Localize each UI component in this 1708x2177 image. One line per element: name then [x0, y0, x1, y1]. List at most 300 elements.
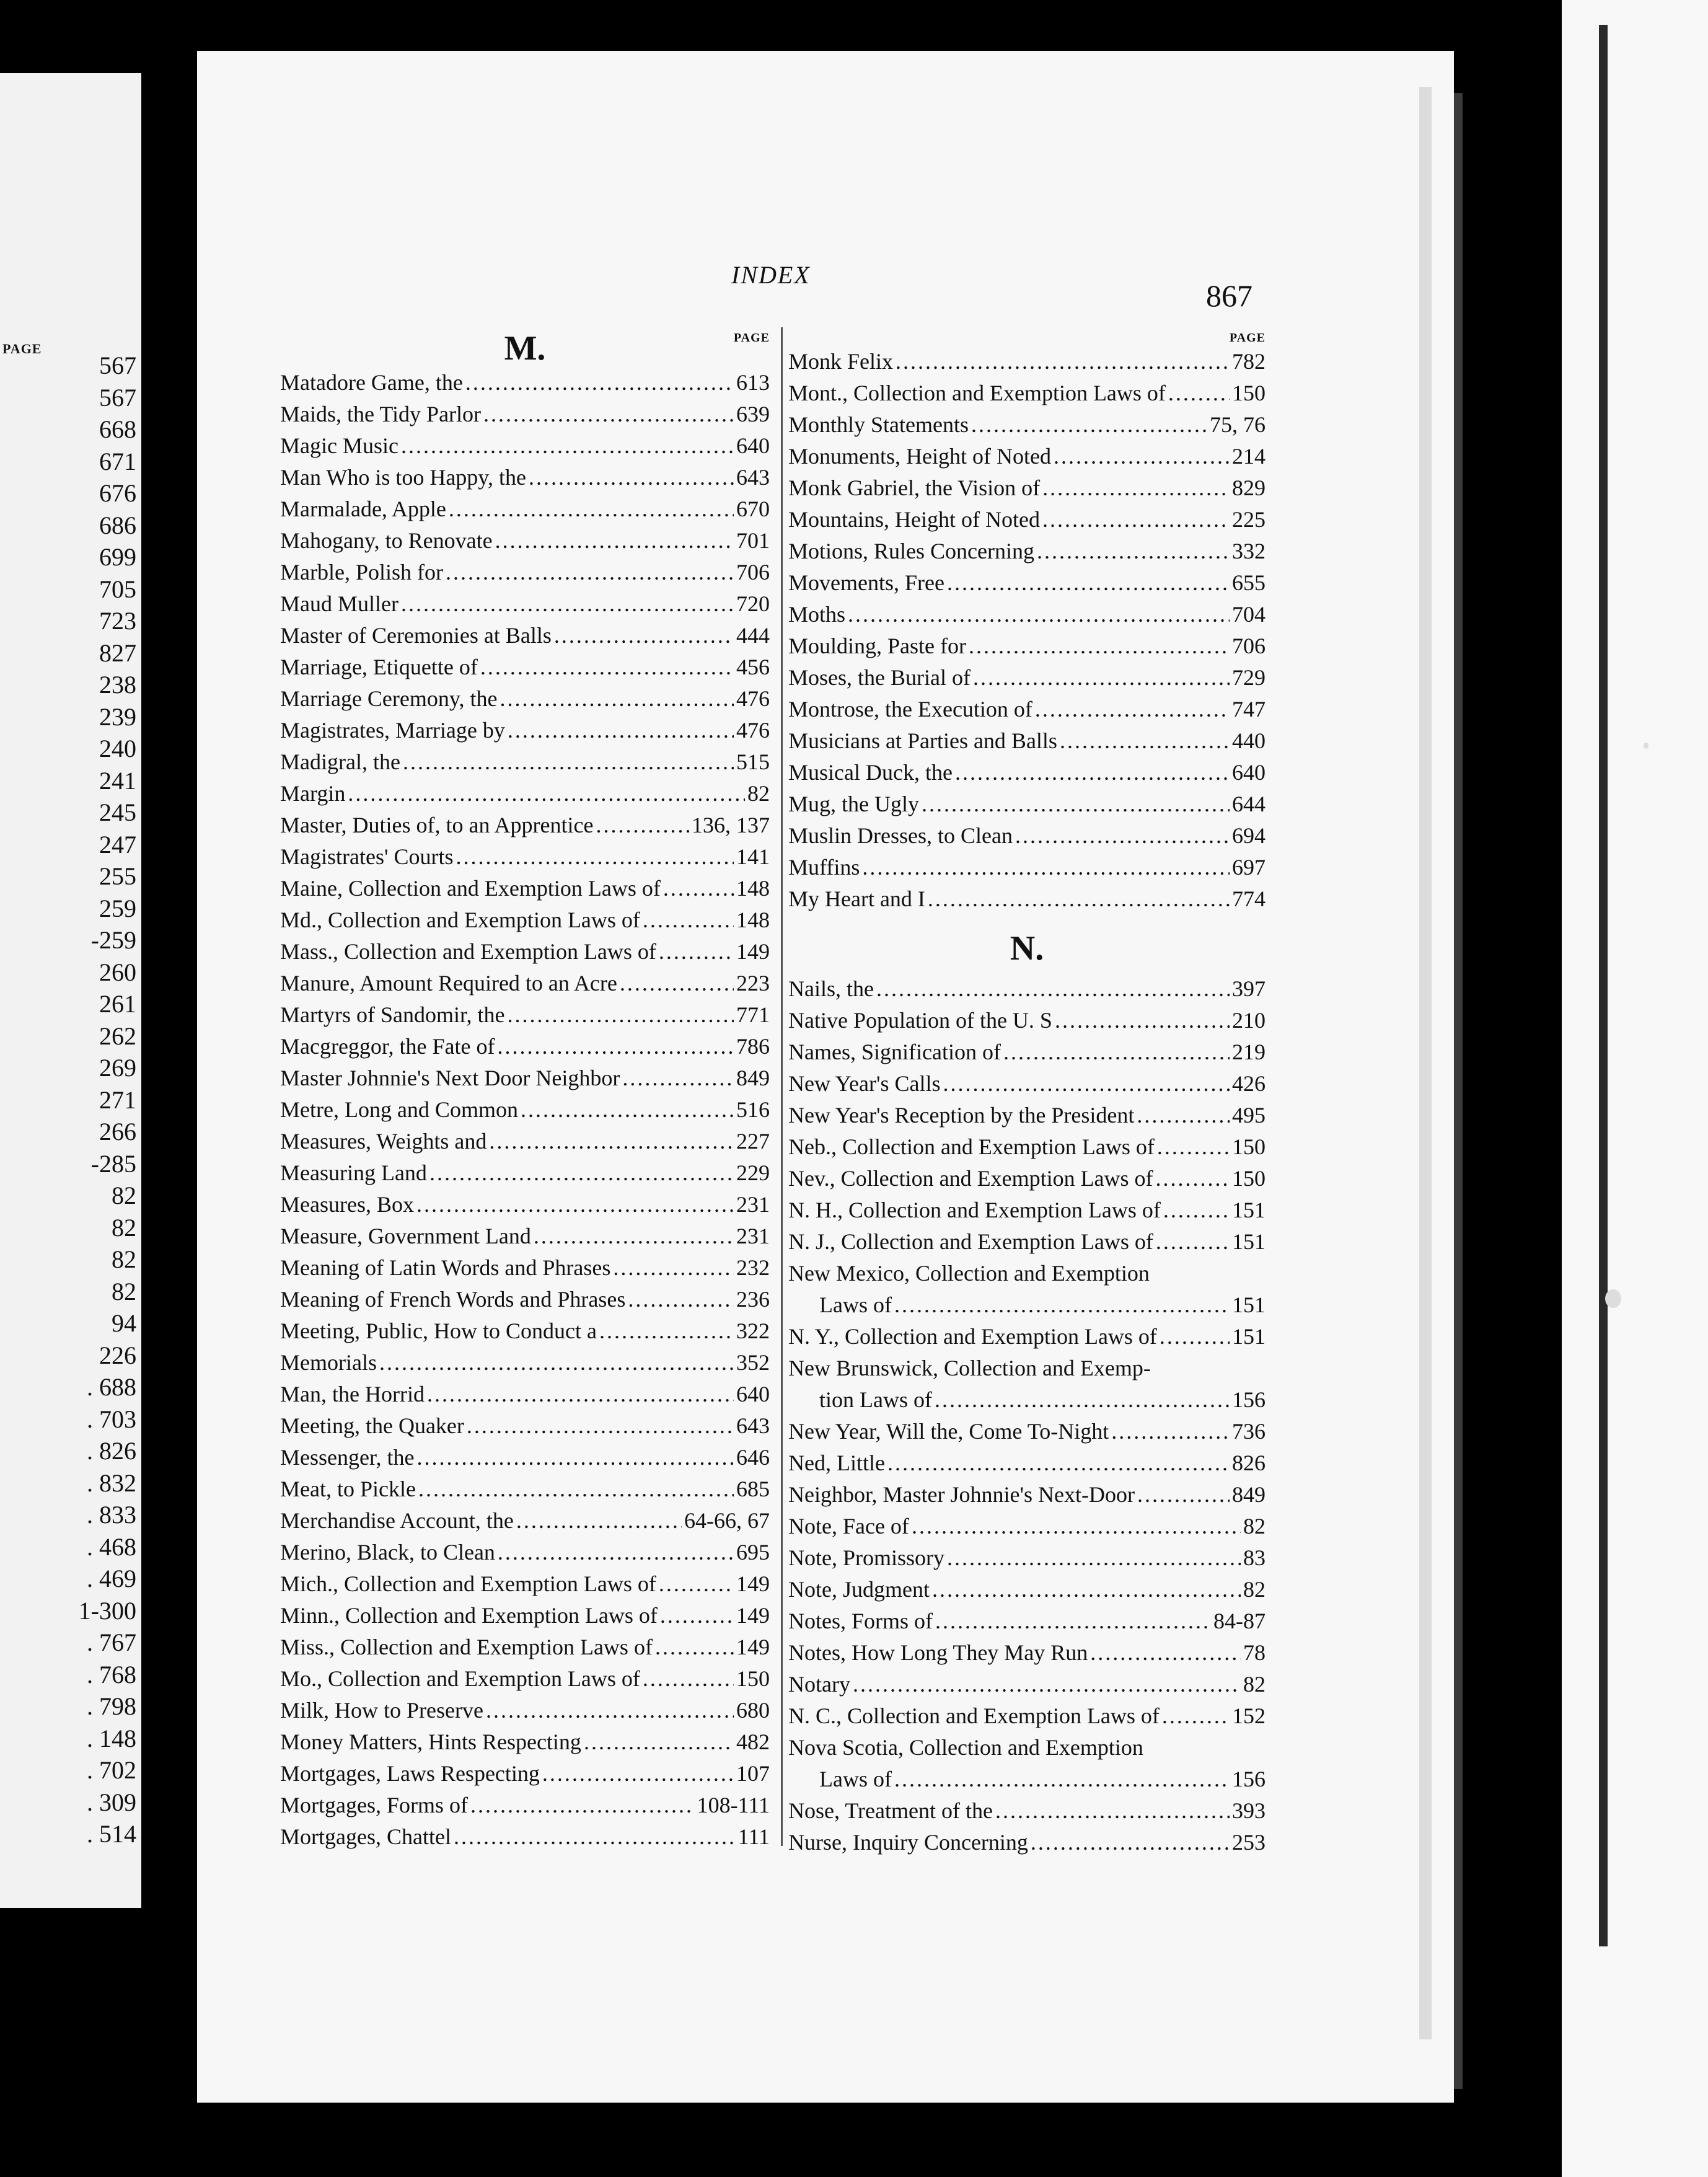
- index-entry: [788, 1353, 1266, 1416]
- entry-page: 150: [1232, 381, 1266, 405]
- entry-page: 476: [736, 686, 770, 711]
- index-entry: [280, 1758, 770, 1790]
- entry-text: Mug, the Ugly: [788, 792, 919, 816]
- entry-page: 643: [736, 1413, 770, 1438]
- column-divider: [781, 327, 783, 1846]
- entry-text: Nova Scotia, Collection and Exemption: [788, 1735, 1143, 1760]
- entry-page: 150: [1232, 1166, 1266, 1191]
- entry-page: 782: [1232, 349, 1266, 374]
- facing-page-number: . 798: [87, 1692, 136, 1720]
- index-entry: [280, 525, 770, 557]
- entry-text: Messenger, the: [280, 1445, 415, 1470]
- facing-page-number: 699: [99, 543, 136, 571]
- entry-text: My Heart and I: [788, 886, 925, 911]
- index-entry: [788, 1447, 1266, 1479]
- index-entry: [788, 378, 1266, 409]
- index-entry: [280, 1094, 770, 1126]
- scan-speck: [1644, 743, 1649, 749]
- entry-page: 107: [736, 1761, 770, 1786]
- entry-text: Monthly Statements: [788, 412, 969, 437]
- entry-page: 229: [736, 1160, 770, 1185]
- entry-page: 150: [736, 1666, 770, 1691]
- index-entry: [788, 694, 1266, 725]
- entry-page: 640: [736, 433, 770, 458]
- index-entry: [788, 1605, 1266, 1637]
- entry-text: Muslin Dresses, to Clean: [788, 823, 1013, 848]
- index-entry: [280, 1537, 770, 1568]
- entry-page: 704: [1232, 602, 1266, 627]
- entry-text: Notary: [788, 1672, 850, 1697]
- entry-page: 82: [1243, 1514, 1266, 1539]
- index-entry: [788, 1637, 1266, 1669]
- entry-text: Musicians at Parties and Balls: [788, 728, 1057, 753]
- index-entry: [280, 1315, 770, 1347]
- index-entry: [280, 936, 770, 968]
- entry-text: N. Y., Collection and Exemption Laws of: [788, 1324, 1157, 1349]
- entry-text: Master, Duties of, to an Apprentice: [280, 813, 594, 837]
- index-entry: [788, 1795, 1266, 1827]
- entry-page: 655: [1232, 570, 1266, 595]
- index-entry: [788, 1100, 1266, 1131]
- facing-page-number: . 309: [87, 1788, 136, 1816]
- entry-text: Monk Felix: [788, 349, 894, 374]
- index-entry: [788, 1036, 1266, 1068]
- entry-text: Moses, the Burial of: [788, 665, 971, 690]
- entry-text: Miss., Collection and Exemption Laws of: [280, 1635, 653, 1659]
- index-entry: [280, 841, 770, 873]
- entry-text: Master of Ceremonies at Balls: [280, 623, 552, 648]
- entry-page: 476: [736, 718, 770, 743]
- entry-text: Meeting, Public, How to Conduct a: [280, 1318, 597, 1343]
- entry-page: 236: [736, 1287, 770, 1312]
- entry-page: 706: [1232, 634, 1266, 658]
- entry-text: N. C., Collection and Exemption Laws of: [788, 1703, 1160, 1728]
- facing-page-number: 676: [99, 479, 136, 507]
- entry-text: Mo., Collection and Exemption Laws of: [280, 1666, 640, 1691]
- facing-page-number: 240: [99, 735, 136, 762]
- index-entry: [280, 1347, 770, 1379]
- entry-page: 426: [1232, 1071, 1266, 1096]
- entry-text: Maine, Collection and Exemption Laws of: [280, 876, 661, 901]
- index-entry: [280, 968, 770, 999]
- index-entry: [280, 462, 770, 493]
- entry-text: Metre, Long and Common: [280, 1097, 518, 1122]
- entry-page: 210: [1232, 1008, 1266, 1033]
- entry-page: 156: [1232, 1387, 1266, 1412]
- entry-page: 227: [736, 1129, 770, 1154]
- index-entry: [280, 999, 770, 1031]
- entry-page: 729: [1232, 665, 1266, 690]
- entry-text: Mortgages, Chattel: [280, 1824, 451, 1849]
- entry-text: Mountains, Height of Noted: [788, 507, 1040, 532]
- facing-page-number: 1-300: [78, 1596, 136, 1625]
- facing-page-number: 239: [99, 702, 136, 731]
- entry-text: Note, Judgment: [788, 1577, 930, 1602]
- index-entry: [788, 820, 1266, 852]
- index-entries-n: [788, 973, 1266, 1258]
- entry-text: New Mexico, Collection and Exemption: [788, 1261, 1150, 1286]
- index-entry: [788, 973, 1266, 1005]
- index-entry: [280, 1726, 770, 1758]
- entry-text: Monuments, Height of Noted: [788, 444, 1051, 469]
- index-entries-m: [280, 367, 770, 1853]
- entry-page: 706: [736, 560, 770, 585]
- index-entry: [788, 788, 1266, 820]
- entry-text: Marmalade, Apple: [280, 497, 446, 521]
- entry-page: 646: [736, 1445, 770, 1470]
- index-entry: [788, 567, 1266, 599]
- entry-page: 149: [736, 1571, 770, 1596]
- facing-page-number: 82: [112, 1181, 136, 1209]
- facing-page-number: 671: [99, 447, 136, 475]
- entry-text: Muffins: [788, 855, 860, 880]
- entry-page: 736: [1232, 1419, 1266, 1444]
- index-entry: [280, 430, 770, 462]
- index-entry: [280, 1252, 770, 1284]
- facing-page-number: 705: [99, 575, 136, 603]
- facing-page-number: 686: [99, 511, 136, 539]
- index-entry: [280, 810, 770, 841]
- next-page-edge: [1562, 0, 1708, 2177]
- facing-page-number: 827: [99, 638, 136, 667]
- index-entry: [788, 472, 1266, 504]
- index-entry: [788, 1194, 1266, 1226]
- entry-page: 151: [1232, 1292, 1266, 1317]
- index-entry: [280, 1189, 770, 1221]
- entry-text: Neighbor, Master Johnnie's Next-Door: [788, 1482, 1135, 1507]
- facing-page-number: 269: [99, 1054, 136, 1082]
- entry-text: Mass., Collection and Exemption Laws of: [280, 939, 656, 964]
- index-entry: [280, 1821, 770, 1853]
- index-entry: [280, 746, 770, 778]
- entry-text: Meeting, the Quaker: [280, 1413, 464, 1438]
- index-entry: [788, 1511, 1266, 1542]
- entry-text: Measure, Government Land: [280, 1224, 531, 1248]
- index-entry: [788, 630, 1266, 662]
- facing-page-number: 567: [99, 383, 136, 412]
- entry-text: Note, Promissory: [788, 1545, 944, 1570]
- entry-text: Merchandise Account, the: [280, 1508, 514, 1533]
- entry-text: Measuring Land: [280, 1160, 427, 1185]
- entry-text: Nurse, Inquiry Concerning: [788, 1830, 1028, 1855]
- facing-page-number: 241: [99, 766, 136, 795]
- entry-page: 214: [1232, 444, 1266, 469]
- entry-text: Macgreggor, the Fate of: [280, 1034, 495, 1059]
- entry-page: 82: [1243, 1672, 1266, 1697]
- index-entry: [280, 683, 770, 715]
- index-entry: [788, 409, 1266, 441]
- section-heading-n: N.: [1010, 929, 1044, 968]
- facing-page-number: . 148: [87, 1724, 136, 1752]
- entry-page: 225: [1232, 507, 1266, 532]
- entry-page: 680: [736, 1698, 770, 1723]
- entry-text: Meaning of French Words and Phrases: [280, 1287, 626, 1312]
- entry-page: 78: [1243, 1640, 1266, 1665]
- entry-text: Marriage, Etiquette of: [280, 655, 478, 679]
- facing-page-number: . 703: [87, 1405, 136, 1433]
- facing-page-number: 82: [112, 1213, 136, 1242]
- index-entry: [280, 904, 770, 936]
- index-entry: [788, 662, 1266, 694]
- entry-page: 223: [736, 971, 770, 996]
- entry-page: 685: [736, 1477, 770, 1501]
- entry-page: 786: [736, 1034, 770, 1059]
- entry-page: 152: [1232, 1703, 1266, 1728]
- entry-page: 849: [736, 1066, 770, 1090]
- index-entry: [280, 493, 770, 525]
- entry-text: Milk, How to Preserve: [280, 1698, 483, 1723]
- entry-text: Margin: [280, 781, 346, 806]
- entry-text: Meaning of Latin Words and Phrases: [280, 1255, 611, 1280]
- entry-text: Madigral, the: [280, 749, 400, 774]
- page-column-label: PAGE: [1229, 331, 1266, 345]
- facing-page-number: 226: [99, 1341, 136, 1369]
- entry-text: Master Johnnie's Next Door Neighbor: [280, 1066, 620, 1090]
- entry-page: 150: [1232, 1134, 1266, 1159]
- entry-text: Minn., Collection and Exemption Laws of: [280, 1603, 658, 1628]
- entry-page: 82: [747, 781, 770, 806]
- section-heading-m: M.: [504, 329, 546, 368]
- entry-page: 640: [736, 1382, 770, 1406]
- facing-page-number: 262: [99, 1022, 136, 1050]
- entry-page: 826: [1232, 1451, 1266, 1475]
- facing-page-number: . 768: [87, 1660, 136, 1689]
- entry-text: N. H., Collection and Exemption Laws of: [788, 1198, 1161, 1222]
- entry-text: Motions, Rules Concerning: [788, 539, 1034, 563]
- entry-text: Measures, Box: [280, 1192, 414, 1217]
- index-entry: [788, 1163, 1266, 1194]
- entry-page: 695: [736, 1540, 770, 1565]
- entry-page: 156: [1232, 1767, 1266, 1791]
- facing-page-number: -285: [90, 1149, 136, 1178]
- index-entry: [280, 588, 770, 620]
- entry-text: Maids, the Tidy Parlor: [280, 402, 482, 426]
- index-entry: [788, 757, 1266, 788]
- facing-page-number: 266: [99, 1118, 136, 1146]
- entry-page: 849: [1232, 1482, 1266, 1507]
- entry-page: 151: [1232, 1324, 1266, 1349]
- facing-page-number: . 468: [87, 1532, 136, 1561]
- entry-page: 644: [1232, 792, 1266, 816]
- entry-text: Names, Signification of: [788, 1040, 1001, 1064]
- entry-page: 149: [736, 1635, 770, 1659]
- facing-page-number: . 702: [87, 1756, 136, 1784]
- page-edge-shading: [1419, 87, 1432, 2039]
- entry-page: 84-87: [1213, 1609, 1266, 1633]
- index-entry: [280, 1410, 770, 1442]
- index-entry: [788, 852, 1266, 883]
- entry-page: 151: [1232, 1198, 1266, 1222]
- entry-text: Nose, Treatment of the: [788, 1798, 993, 1823]
- index-entry: [280, 778, 770, 810]
- index-entry: [280, 1505, 770, 1537]
- facing-page-number: 271: [99, 1085, 136, 1114]
- entry-page: 149: [736, 1603, 770, 1628]
- facing-page-number: 259: [99, 894, 136, 922]
- index-entry: [788, 1005, 1266, 1036]
- entry-page: 232: [736, 1255, 770, 1280]
- index-entry: [280, 1031, 770, 1062]
- entry-text-continued: Laws of: [819, 1292, 892, 1317]
- entry-page: 495: [1232, 1103, 1266, 1128]
- index-entry: [788, 1827, 1266, 1858]
- entry-page: 393: [1232, 1798, 1266, 1823]
- entry-page: 141: [736, 844, 770, 869]
- index-entry: [280, 873, 770, 904]
- facing-page-number: 94: [112, 1309, 136, 1337]
- entry-text: Manure, Amount Required to an Acre: [280, 971, 617, 996]
- facing-page-number: 567: [99, 351, 136, 379]
- index-entry: [280, 1221, 770, 1252]
- facing-page-number: 668: [99, 415, 136, 443]
- index-entry: [280, 715, 770, 746]
- index-entry: [788, 1258, 1266, 1321]
- entry-text: Matadore Game, the: [280, 370, 463, 395]
- facing-page-number: . 514: [87, 1820, 136, 1848]
- entry-text: Martyrs of Sandomir, the: [280, 1002, 505, 1027]
- entry-text: New Year's Reception by the President: [788, 1103, 1135, 1128]
- facing-page-edge: [0, 73, 141, 1908]
- index-entry: [788, 599, 1266, 630]
- index-entry: [788, 1574, 1266, 1605]
- index-entry: [788, 536, 1266, 567]
- index-entry: [280, 1473, 770, 1505]
- entry-page: 82: [1243, 1577, 1266, 1602]
- entry-page: 111: [737, 1824, 770, 1849]
- index-entry: [280, 1284, 770, 1315]
- facing-page-number: . 767: [87, 1628, 136, 1656]
- entry-page: 83: [1243, 1545, 1266, 1570]
- entry-text: Neb., Collection and Exemption Laws of: [788, 1134, 1155, 1159]
- entry-page: 440: [1232, 728, 1266, 753]
- entry-text: Marriage Ceremony, the: [280, 686, 498, 711]
- index-entry: [280, 620, 770, 651]
- facing-page-number: . 833: [87, 1501, 136, 1529]
- index-entry: [788, 1131, 1266, 1163]
- index-entry: [280, 1600, 770, 1632]
- facing-page-number: 260: [99, 958, 136, 986]
- index-entry: [788, 1732, 1266, 1795]
- entry-page: 639: [736, 402, 770, 426]
- entry-text: N. J., Collection and Exemption Laws of: [788, 1229, 1153, 1254]
- facing-page-number: . 826: [87, 1437, 136, 1465]
- entry-page: 670: [736, 497, 770, 521]
- entry-page: 148: [736, 876, 770, 901]
- entry-text: Nails, the: [788, 976, 874, 1001]
- entry-page: 397: [1232, 976, 1266, 1001]
- index-entry: [280, 1695, 770, 1726]
- entry-page: 771: [736, 1002, 770, 1027]
- entry-page: 322: [736, 1318, 770, 1343]
- entry-text: Magistrates, Marriage by: [280, 718, 505, 743]
- entry-text: Mahogany, to Renovate: [280, 528, 493, 553]
- entry-text: Montrose, the Execution of: [788, 697, 1032, 722]
- index-entry: [788, 1321, 1266, 1353]
- index-entry: [788, 725, 1266, 757]
- entry-text: Notes, Forms of: [788, 1609, 933, 1633]
- entry-text: Mont., Collection and Exemption Laws of: [788, 381, 1166, 405]
- entry-text: Musical Duck, the: [788, 760, 953, 785]
- index-entries-n: [788, 1795, 1266, 1858]
- index-entries-n: [788, 1416, 1266, 1732]
- entry-text: Native Population of the U. S: [788, 1008, 1052, 1033]
- entry-text: Magic Music: [280, 433, 398, 458]
- entry-text: Ned, Little: [788, 1451, 885, 1475]
- entry-text: Man Who is too Happy, the: [280, 465, 526, 490]
- facing-page-number: . 688: [87, 1373, 136, 1401]
- index-entry: [788, 1068, 1266, 1100]
- running-head: INDEX: [731, 261, 811, 289]
- entry-page: 747: [1232, 697, 1266, 722]
- entry-text: Mortgages, Forms of: [280, 1793, 468, 1817]
- index-entries-m-continued: [788, 346, 1266, 915]
- facing-page-number: 82: [112, 1245, 136, 1273]
- page-column-label: PAGE: [733, 331, 770, 345]
- index-entry: [280, 1126, 770, 1157]
- index-entry: [280, 1663, 770, 1695]
- entry-page: 444: [736, 623, 770, 648]
- facing-page-header: PAGE: [2, 341, 42, 356]
- entry-page: 694: [1232, 823, 1266, 848]
- entry-page: 643: [736, 465, 770, 490]
- entry-page: 701: [736, 528, 770, 553]
- entry-text: Note, Face of: [788, 1514, 909, 1539]
- entry-page: 516: [736, 1097, 770, 1122]
- entry-text: New Year's Calls: [788, 1071, 941, 1096]
- entry-page: 136, 137: [692, 813, 770, 837]
- entry-text: Moths: [788, 602, 846, 627]
- entry-page: 774: [1232, 886, 1266, 911]
- entry-page: 613: [736, 370, 770, 395]
- index-entry: [280, 1632, 770, 1663]
- entry-page: 697: [1232, 855, 1266, 880]
- facing-page-number: 261: [99, 990, 136, 1018]
- entry-page: 456: [736, 655, 770, 679]
- entry-text: Notes, How Long They May Run: [788, 1640, 1088, 1665]
- entry-text: Money Matters, Hints Respecting: [280, 1729, 581, 1754]
- entry-page: 231: [736, 1224, 770, 1248]
- entry-page: 482: [736, 1729, 770, 1754]
- entry-page: 352: [736, 1350, 770, 1375]
- index-entry: [788, 1479, 1266, 1511]
- facing-page-number: -259: [90, 926, 136, 954]
- entry-text: Measures, Weights and: [280, 1129, 487, 1154]
- entry-text: New Brunswick, Collection and Exemp-: [788, 1356, 1151, 1380]
- entry-text: Md., Collection and Exemption Laws of: [280, 907, 640, 932]
- entry-text: Merino, Black, to Clean: [280, 1540, 495, 1565]
- index-entry: [280, 1790, 770, 1821]
- index-column-right: [788, 331, 1266, 1858]
- index-entry: [788, 1542, 1266, 1574]
- entry-page: 64-66, 67: [684, 1508, 770, 1533]
- index-entry: [280, 1442, 770, 1473]
- index-entry: [280, 1379, 770, 1410]
- entry-text: Monk Gabriel, the Vision of: [788, 475, 1041, 500]
- index-entry: [280, 1062, 770, 1094]
- entry-page: 151: [1232, 1229, 1266, 1254]
- entry-page: 108-111: [697, 1793, 770, 1817]
- entry-text: Man, the Horrid: [280, 1382, 425, 1406]
- entry-text-continued: Laws of: [819, 1767, 892, 1791]
- entry-page: 149: [736, 939, 770, 964]
- index-entry: [788, 504, 1266, 536]
- entry-text: Moulding, Paste for: [788, 634, 966, 658]
- entry-text: Meat, to Pickle: [280, 1477, 416, 1501]
- entry-page: 219: [1232, 1040, 1266, 1064]
- entry-page: 720: [736, 591, 770, 616]
- entry-text: Mortgages, Laws Respecting: [280, 1761, 540, 1786]
- facing-page-number: 723: [99, 607, 136, 635]
